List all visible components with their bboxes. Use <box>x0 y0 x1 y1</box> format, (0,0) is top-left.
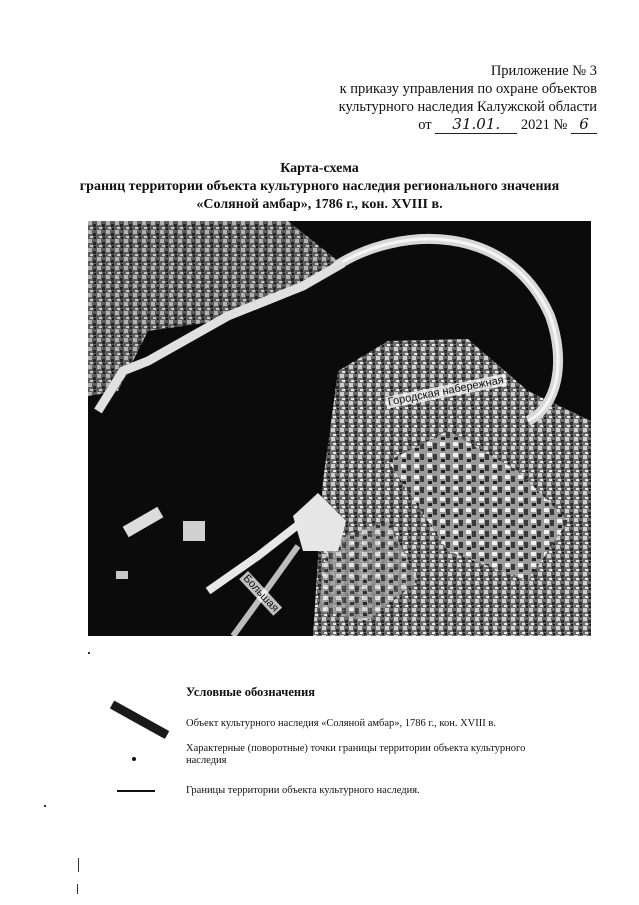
map-imagery <box>88 221 591 636</box>
scan-speck <box>44 805 46 807</box>
street-label-embankment: Городская набережная <box>386 374 505 409</box>
street-label-bolshaya: Большая <box>240 572 281 615</box>
date-prefix: от <box>418 117 432 133</box>
order-date-line <box>339 116 597 134</box>
legend-item-boundary: Границы территории объекта культурного наследия. <box>186 785 420 796</box>
legend-item-points: Характерные (поворотные) точки границы территории объекта культурного наследия <box>186 743 526 766</box>
legend-item-object: Объект культурного наследия «Соляной амбар», 1786 г., кон. XVIII в. <box>186 718 496 729</box>
legend-title: Условные обозначения <box>186 685 316 699</box>
date-field <box>435 117 517 134</box>
scan-speck <box>78 858 79 872</box>
order-authority: культурного наследия Калужской области <box>338 99 597 115</box>
point-icon <box>132 757 136 761</box>
object-bar-icon <box>110 701 169 739</box>
title-line-1: Карта-схема <box>280 161 359 176</box>
appendix-header <box>339 62 597 134</box>
year-number-label: 2021 № <box>520 117 568 133</box>
number-field <box>571 117 597 134</box>
appendix-number: Приложение № 3 <box>490 63 597 79</box>
title-line-3: «Соляной амбар», 1786 г., кон. XVIII в. <box>196 197 443 212</box>
handwritten-number: 6 <box>579 115 589 133</box>
line-icon <box>117 790 155 792</box>
title-line-2: границ территории объекта культурного наследия регионального значения <box>79 179 560 194</box>
document-title <box>0 160 639 214</box>
scan-speck <box>77 884 78 894</box>
satellite-map <box>88 221 591 636</box>
handwritten-date: 31.01. <box>452 115 501 133</box>
order-reference: к приказу управления по охране объектов <box>339 81 597 97</box>
scan-speck <box>88 652 90 654</box>
